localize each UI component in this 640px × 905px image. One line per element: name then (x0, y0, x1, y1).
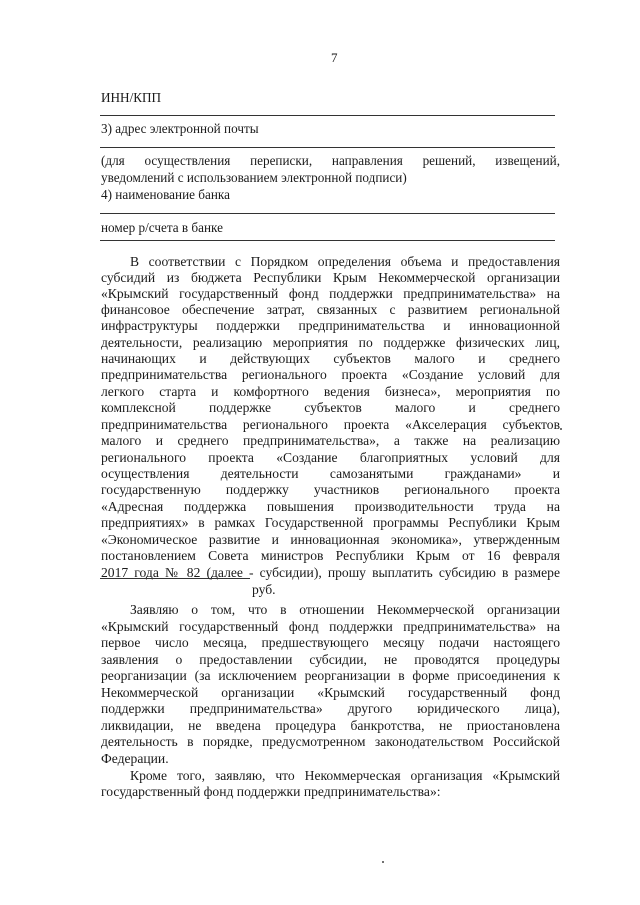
paragraph-2-line: Некоммерческой организации «Крымский государственный фонд (101, 685, 560, 700)
email-label: 3) адрес электронной почты (101, 121, 259, 136)
scan-speck (560, 428, 562, 430)
amount-currency: руб. (252, 582, 276, 597)
paragraph-1-line: предпринимательства регионального проекта «Акселерация субъектов (101, 417, 560, 432)
page-number: 7 (331, 50, 338, 65)
paragraph-1-line: инфраструктуры поддержки предпринимательства и инновационной (101, 318, 560, 333)
account-label: номер р/счета в банке (101, 220, 223, 235)
paragraph-1-line: осуществления деятельности самозанятыми гражданами» и (101, 466, 560, 481)
paragraph-1-line: «Экономическое развитие и инновационная экономика», утвержденным (101, 532, 560, 547)
amount-blank-line (100, 578, 250, 579)
inn-kpp-underline (100, 115, 555, 116)
account-underline (100, 240, 555, 241)
paragraph-2-line: заявления о предоставлении субсидии, не проводятся процедуры (101, 652, 560, 667)
paragraph-2-line: реорганизации (за исключением реорганизации в форме присоединения к (101, 668, 560, 683)
paragraph-3-line: государственный фонд поддержки предпринимательства»: (101, 784, 441, 799)
inn-kpp-label: ИНН/КПП (101, 90, 162, 105)
paragraph-1-line: 2017 года № 82 (далее - субсидии), прошу выплатить субсидию в размере (101, 565, 560, 580)
paragraph-2-line: Заявляю о том, что в отношении Некоммерческой организации (130, 602, 560, 617)
bank-label: 4) наименование банка (101, 187, 230, 202)
email-note-line-1: (для осуществления переписки, направления решений, извещений, (101, 153, 560, 168)
paragraph-2-line: деятельность в порядке, предусмотренном законодательством Российской (101, 734, 560, 749)
paragraph-2-line: Федерации. (101, 751, 169, 766)
email-underline (100, 147, 555, 148)
paragraph-1-line: предпринимательства регионального проекта «Создание условий для (101, 367, 560, 382)
paragraph-1-line: государственную поддержку участников регионального проекта (101, 482, 560, 497)
paragraph-1-line: В соответствии с Порядком определения объема и предоставления (130, 254, 560, 269)
paragraph-1-line: предприятиях» в рамках Государственной программы Республики Крым (101, 515, 560, 530)
bank-underline (100, 213, 555, 214)
paragraph-2-line: первое число месяца, предшествующего месяцу подачи настоящего (101, 635, 560, 650)
paragraph-1-line: субсидий из бюджета Республики Крым Некоммерческой организации (101, 270, 560, 285)
paragraph-1-line: комплексной поддержке субъектов малого и среднего (101, 400, 560, 415)
paragraph-2-line: ликвидации, не введена процедура банкротства, не приостановлена (101, 718, 560, 733)
paragraph-1-line: постановлением Совета министров Республики Крым от 16 февраля (101, 548, 560, 563)
scan-speck (382, 861, 384, 863)
paragraph-1-line: регионального проекта «Создание благоприятных условий для (101, 450, 560, 465)
email-note-line-2: уведомлений с использованием электронной подписи) (101, 170, 407, 185)
paragraph-1-line: «Адресная поддержка повышения производительности труда на (101, 499, 560, 514)
paragraph-1-line: финансовое обеспечение затрат, связанных с развитием региональной (101, 302, 560, 317)
paragraph-1-line: легкого старта и комфортного ведения бизнеса», мероприятия по (101, 384, 560, 399)
paragraph-3-line: Кроме того, заявляю, что Некоммерческая организация «Крымский (130, 768, 560, 783)
paragraph-1-line: «Крымский государственный фонд поддержки предпринимательства» на (101, 286, 560, 301)
paragraph-1-line: деятельности, реализацию мероприятия по поддержке физических лиц, (101, 335, 560, 350)
paragraph-2-line: «Крымский государственный фонд поддержки предпринимательства» на (101, 619, 560, 634)
paragraph-1-line: начинающих и действующих субъектов малого и среднего (101, 351, 560, 366)
paragraph-2-line: поддержки предпринимательства» другого юридического лица), (101, 701, 560, 716)
paragraph-1-line: малого и среднего предпринимательства», а также на реализацию (101, 433, 560, 448)
